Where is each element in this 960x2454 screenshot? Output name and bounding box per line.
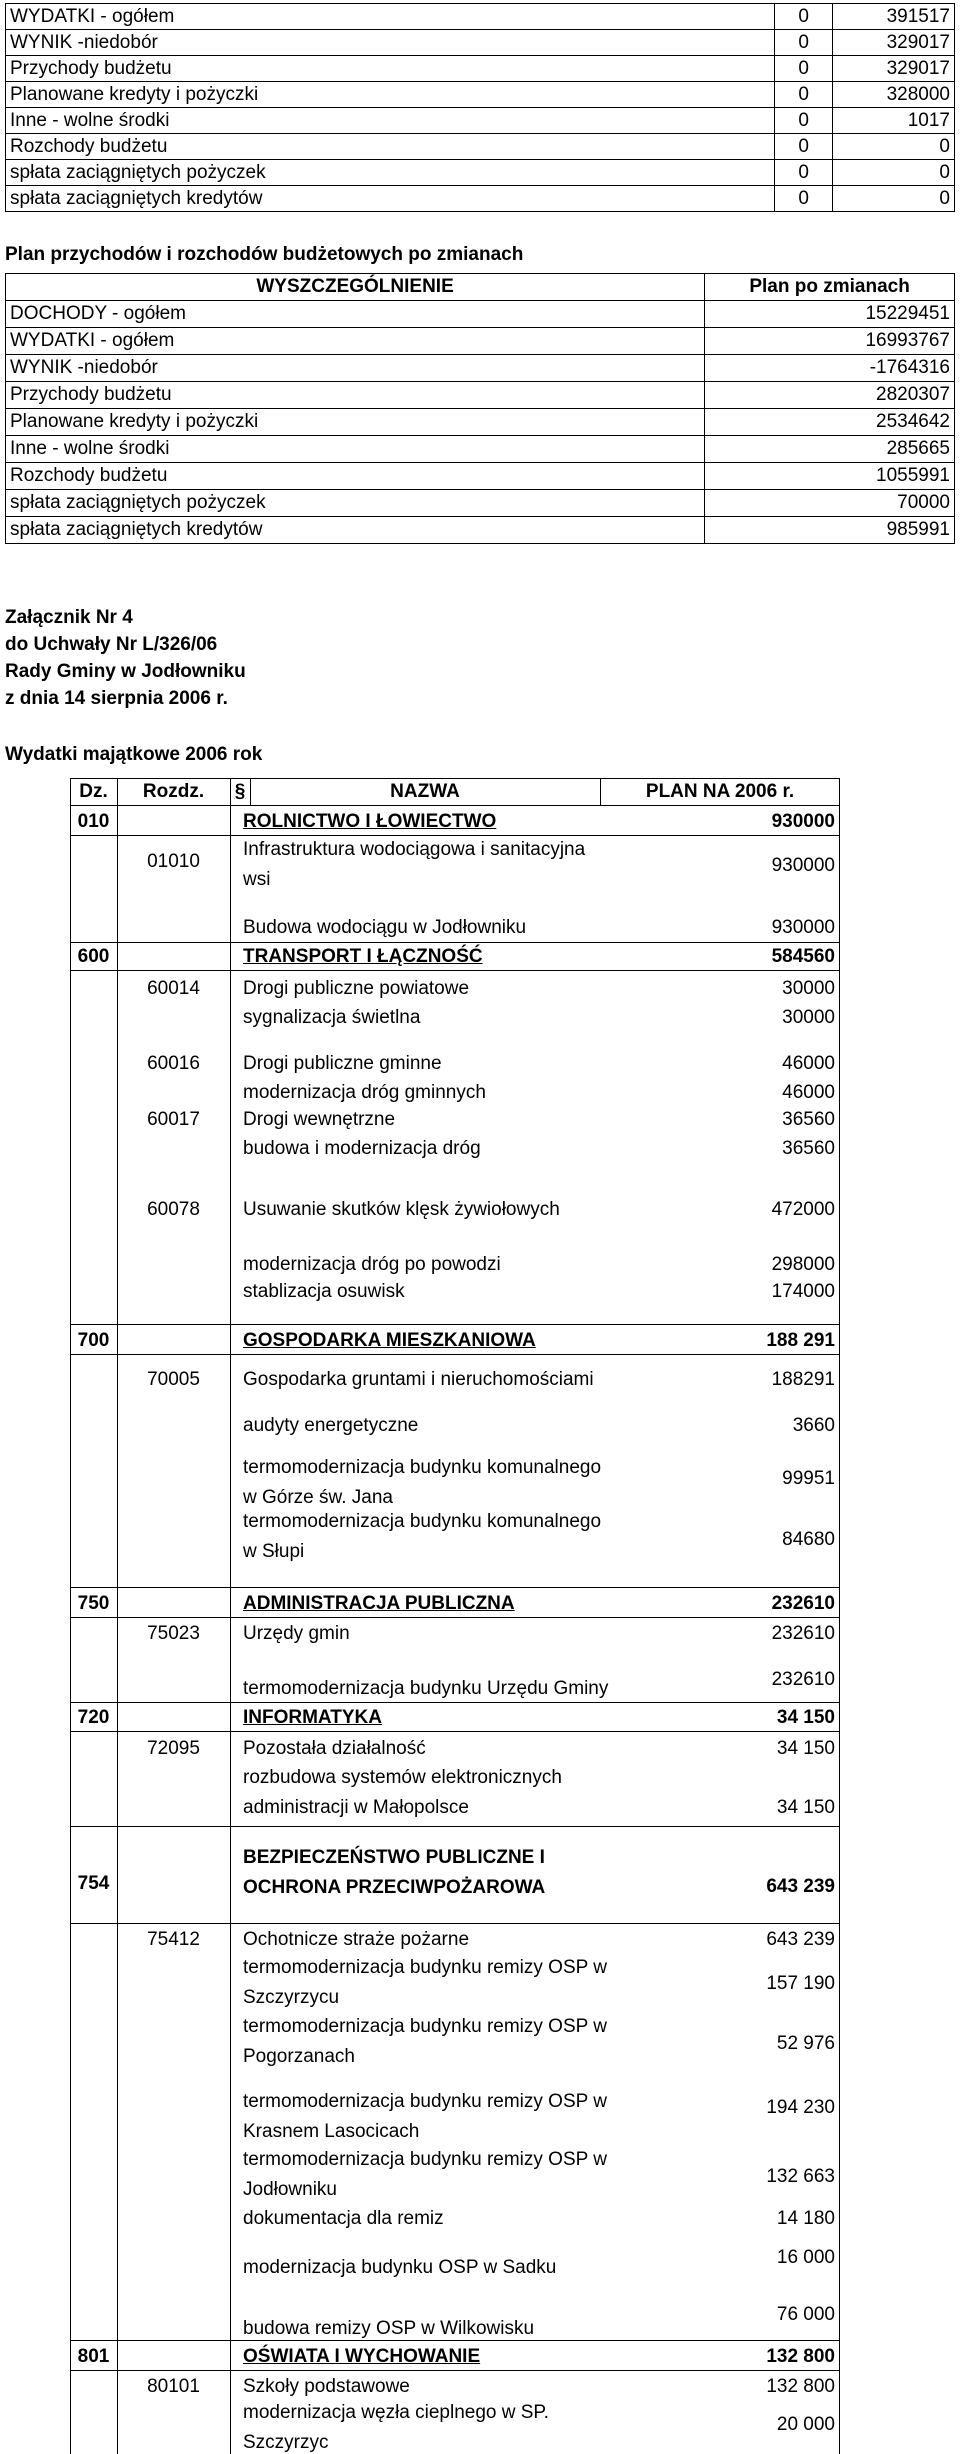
table-row xyxy=(6,382,955,409)
section-value: 34 150 xyxy=(776,1707,835,1728)
section-value: 930000 xyxy=(771,811,835,832)
item-name: dokumentacja dla remiz xyxy=(243,2208,444,2229)
item-value: 132 663 xyxy=(766,2166,835,2187)
row-col-b: 328000 xyxy=(833,82,955,108)
subsection-code: 72095 xyxy=(147,1738,200,1759)
section-value: 584560 xyxy=(771,946,835,967)
row-label: Rozchody budżetu xyxy=(6,463,705,490)
row-label: spłata zaciągniętych kredytów xyxy=(6,517,705,544)
item-value: 157 190 xyxy=(766,1973,835,1994)
table-rule xyxy=(70,1702,840,1703)
subsection-code: 60017 xyxy=(147,1109,200,1130)
section-value: 132 800 xyxy=(766,2346,835,2367)
table-header-row xyxy=(6,274,955,301)
row-label: Inne - wolne środki xyxy=(6,108,775,134)
subsection-code: 60078 xyxy=(147,1199,200,1220)
item-value: 174000 xyxy=(771,1281,835,1302)
table-row xyxy=(6,134,955,160)
item-name: modernizacja budynku OSP w Sadku xyxy=(243,2257,557,2278)
section-name: ROLNICTWO I ŁOWIECTWO xyxy=(243,811,497,832)
subsection-code: 60016 xyxy=(147,1053,200,1074)
section-name: INFORMATYKA xyxy=(243,1707,382,1728)
subsection-name: Usuwanie skutków klęsk żywiołowych xyxy=(243,1199,560,1220)
row-col-b: 391517 xyxy=(833,4,955,30)
subsection-value: 472000 xyxy=(771,1199,835,1220)
table-rule xyxy=(70,970,840,971)
item-name: sygnalizacja świetlna xyxy=(243,1007,421,1028)
subsection-value: 36560 xyxy=(782,1109,835,1130)
item-name: termomodernizacja budynku remizy OSP w Pogorzanach xyxy=(243,2016,607,2067)
header-plan-po-zmianach: Plan po zmianach xyxy=(705,274,955,301)
row-label: Rozchody budżetu xyxy=(6,134,775,160)
item-name: rozbudowa systemów elektronicznych administracji w Małopolsce xyxy=(243,1767,562,1818)
subsection-name: Ochotnicze straże pożarne xyxy=(243,1929,470,1950)
row-col-a: 0 xyxy=(775,160,833,186)
col-rozdz-header: Rozdz. xyxy=(142,781,205,802)
subsection-name: Szkoły podstawowe xyxy=(243,2376,410,2397)
item-value: 298000 xyxy=(771,1254,835,1275)
item-value: 16 000 xyxy=(776,2247,835,2268)
subsection-code: 01010 xyxy=(147,851,200,872)
row-value: 285665 xyxy=(705,436,955,463)
table-rule xyxy=(70,1324,840,1325)
plan-after-changes-table xyxy=(5,273,955,544)
table-rule xyxy=(70,2370,840,2371)
item-value: 76 000 xyxy=(776,2304,835,2325)
item-name: budowa remizy OSP w Wilkowisku xyxy=(243,2318,535,2339)
item-name: modernizacja dróg gminnych xyxy=(243,1082,486,1103)
subsection-value: 46000 xyxy=(782,1053,835,1074)
row-col-a: 0 xyxy=(775,134,833,160)
table-rule xyxy=(70,1354,840,1355)
row-col-a: 0 xyxy=(775,108,833,134)
row-col-b: 1017 xyxy=(833,108,955,134)
row-label: Przychody budżetu xyxy=(6,382,705,409)
item-name: termomodernizacja budynku remizy OSP w Szczyrzycu xyxy=(243,1957,607,2008)
subsection-value: 132 800 xyxy=(766,2376,835,2397)
section-name: BEZPIECZEŃSTWO PUBLICZNE I OCHRONA PRZECIWPOŻAROWA xyxy=(243,1847,546,1898)
row-label: WYNIK -niedobór xyxy=(6,355,705,382)
row-label: DOCHODY - ogółem xyxy=(6,301,705,328)
row-col-a: 0 xyxy=(775,30,833,56)
table-row xyxy=(6,30,955,56)
table-row xyxy=(6,328,955,355)
header-wyszczegolnienie: WYSZCZEGÓLNIENIE xyxy=(6,274,705,301)
section-code: 600 xyxy=(77,946,110,967)
subsection-code: 75023 xyxy=(147,1623,200,1644)
table-row xyxy=(6,301,955,328)
section-code: 010 xyxy=(77,811,110,832)
annex-date: z dnia 14 sierpnia 2006 r. xyxy=(5,688,228,709)
col-dz-header: Dz. xyxy=(79,781,108,802)
col-plan-header: PLAN NA 2006 r. xyxy=(645,781,795,802)
subsection-value: 188291 xyxy=(771,1369,835,1390)
subsection-value: 34 150 xyxy=(776,1738,835,1759)
col-paragraph-header: § xyxy=(234,781,246,802)
subsection-code: 70005 xyxy=(147,1369,200,1390)
row-label: Planowane kredyty i pożyczki xyxy=(6,409,705,436)
annex-council: Rady Gminy w Jodłowniku xyxy=(5,661,246,682)
item-name: termomodernizacja budynku komunalnego w Słupi xyxy=(243,1511,602,1562)
subsection-value: 30000 xyxy=(782,978,835,999)
budget-summary-table xyxy=(5,3,955,212)
annex-number: Załącznik Nr 4 xyxy=(5,607,133,628)
item-value: 232610 xyxy=(771,1669,835,1690)
subsection-code: 60014 xyxy=(147,978,200,999)
item-value: 52 976 xyxy=(776,2033,835,2054)
item-value: 84680 xyxy=(782,1529,835,1550)
section-code: 754 xyxy=(77,1873,110,1894)
item-name: modernizacja węzła cieplnego w SP. Szczyrzyc xyxy=(243,2402,549,2453)
item-value: 34 150 xyxy=(776,1797,835,1818)
item-name: Budowa wodociągu w Jodłowniku xyxy=(243,917,527,938)
row-value: 1055991 xyxy=(705,463,955,490)
item-value: 36560 xyxy=(782,1138,835,1159)
table-row xyxy=(6,4,955,30)
item-name: termomodernizacja budynku komunalnego w Górze św. Jana xyxy=(243,1457,602,1508)
subsection-name: Pozostała działalność xyxy=(243,1738,426,1759)
wydatki-title: Wydatki majątkowe 2006 rok xyxy=(5,744,263,765)
subsection-code: 75412 xyxy=(147,1929,200,1950)
row-label: WYDATKI - ogółem xyxy=(6,328,705,355)
section-name: GOSPODARKA MIESZKANIOWA xyxy=(243,1330,536,1351)
row-label: Inne - wolne środki xyxy=(6,436,705,463)
subsection-name: Drogi wewnętrzne xyxy=(243,1109,396,1130)
item-name: termomodernizacja budynku remizy OSP w Krasnem Lasocicach xyxy=(243,2091,607,2142)
row-label: Przychody budżetu xyxy=(6,56,775,82)
row-label: spłata zaciągniętych pożyczek xyxy=(6,160,775,186)
item-name: budowa i modernizacja dróg xyxy=(243,1138,481,1159)
item-value: 46000 xyxy=(782,1082,835,1103)
table-rule xyxy=(70,1923,840,1924)
item-value: 194 230 xyxy=(766,2097,835,2118)
row-value: 70000 xyxy=(705,490,955,517)
item-value: 930000 xyxy=(771,917,835,938)
table-rule xyxy=(70,1617,840,1618)
subsection-value: 643 239 xyxy=(766,1929,835,1950)
row-value: -1764316 xyxy=(705,355,955,382)
annex-block xyxy=(5,604,246,712)
table-row xyxy=(6,186,955,212)
section-code: 700 xyxy=(77,1330,110,1351)
row-label: WYDATKI - ogółem xyxy=(6,4,775,30)
row-label: Planowane kredyty i pożyczki xyxy=(6,82,775,108)
row-value: 985991 xyxy=(705,517,955,544)
table-rule xyxy=(70,1826,840,1827)
row-col-a: 0 xyxy=(775,82,833,108)
row-col-a: 0 xyxy=(775,186,833,212)
table-row xyxy=(6,108,955,134)
row-col-b: 329017 xyxy=(833,56,955,82)
row-value: 2534642 xyxy=(705,409,955,436)
table-row xyxy=(6,160,955,186)
col-nazwa-header: NAZWA xyxy=(390,781,460,802)
subsection-value: 232610 xyxy=(771,1623,835,1644)
section-name: ADMINISTRACJA PUBLICZNA xyxy=(243,1593,515,1614)
item-name: termomodernizacja budynku remizy OSP w Jodłowniku xyxy=(243,2149,607,2200)
row-label: spłata zaciągniętych pożyczek xyxy=(6,490,705,517)
table-row xyxy=(6,409,955,436)
subsection-code: 80101 xyxy=(147,2376,200,2397)
section-code: 750 xyxy=(77,1593,110,1614)
item-name: audyty energetyczne xyxy=(243,1415,419,1436)
item-value: 99951 xyxy=(782,1468,835,1489)
section-value: 643 239 xyxy=(766,1876,835,1897)
item-name: stablizacja osuwisk xyxy=(243,1281,405,1302)
row-value: 15229451 xyxy=(705,301,955,328)
subsection-name: Drogi publiczne gminne xyxy=(243,1053,442,1074)
row-label: WYNIK -niedobór xyxy=(6,30,775,56)
table-row xyxy=(6,355,955,382)
row-label: spłata zaciągniętych kredytów xyxy=(6,186,775,212)
row-col-b: 0 xyxy=(833,134,955,160)
item-name: modernizacja dróg po powodzi xyxy=(243,1254,501,1275)
table-row xyxy=(6,56,955,82)
item-value: 3660 xyxy=(792,1415,835,1436)
row-col-a: 0 xyxy=(775,56,833,82)
row-col-b: 329017 xyxy=(833,30,955,56)
section-name: TRANSPORT I ŁĄCZNOŚĆ xyxy=(243,946,483,967)
table-rule xyxy=(230,805,231,2454)
item-name: termomodernizacja budynku Urzędu Gminy xyxy=(243,1678,609,1699)
table-rule xyxy=(70,805,840,806)
table-row xyxy=(6,490,955,517)
subsection-name: Urzędy gmin xyxy=(243,1623,350,1644)
section-code: 720 xyxy=(77,1707,110,1728)
section-value: 188 291 xyxy=(766,1330,835,1351)
subsection-value: 930000 xyxy=(771,855,835,876)
subsection-name: Infrastruktura wodociągowa i sanitacyjna wsi xyxy=(243,839,586,890)
table-row xyxy=(6,517,955,544)
subsection-name: Gospodarka gruntami i nieruchomościami xyxy=(243,1369,594,1390)
item-value: 30000 xyxy=(782,1007,835,1028)
section-name: OŚWIATA I WYCHOWANIE xyxy=(243,2346,481,2367)
section-value: 232610 xyxy=(771,1593,835,1614)
item-value: 20 000 xyxy=(776,2414,835,2435)
item-value: 14 180 xyxy=(776,2208,835,2229)
row-col-a: 0 xyxy=(775,4,833,30)
table-row xyxy=(6,82,955,108)
table-row xyxy=(6,463,955,490)
annex-resolution: do Uchwały Nr L/326/06 xyxy=(5,634,218,655)
table-rule xyxy=(70,1731,840,1732)
subsection-name: Drogi publiczne powiatowe xyxy=(243,978,470,999)
table-row xyxy=(6,436,955,463)
plan-heading: Plan przychodów i rozchodów budżetowych po zmianach xyxy=(5,244,524,265)
table-rule xyxy=(70,2340,840,2341)
row-value: 2820307 xyxy=(705,382,955,409)
row-value: 16993767 xyxy=(705,328,955,355)
row-col-b: 0 xyxy=(833,160,955,186)
section-code: 801 xyxy=(77,2346,110,2367)
table-rule xyxy=(70,1587,840,1588)
row-col-b: 0 xyxy=(833,186,955,212)
